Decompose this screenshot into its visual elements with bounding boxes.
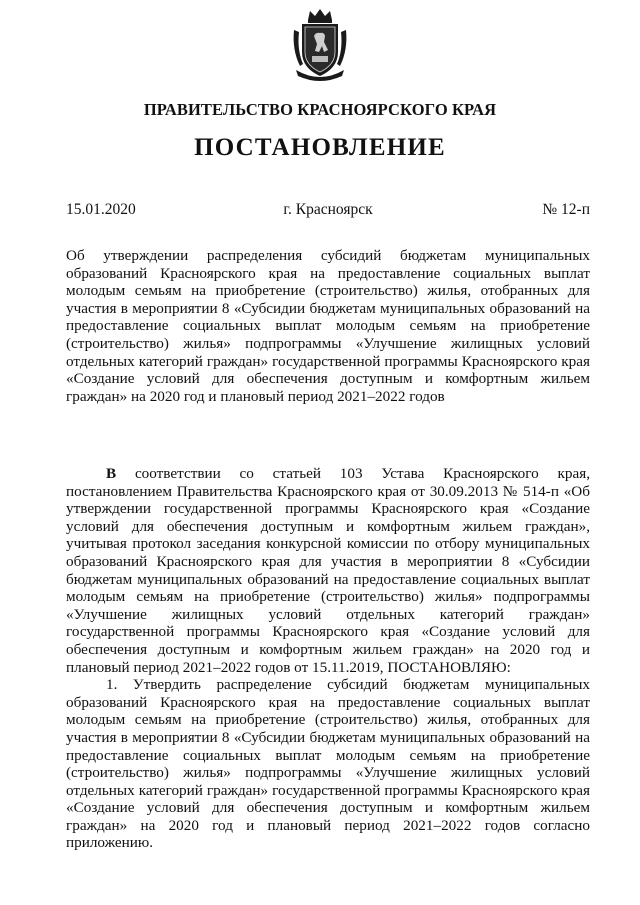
document-date: 15.01.2020 (66, 201, 136, 218)
document-meta (66, 201, 590, 221)
preamble-lead: В (106, 465, 117, 482)
document-number: № 12-п (542, 201, 590, 218)
document-city: г. Красноярск (283, 201, 373, 218)
organization-heading: ПРАВИТЕЛЬСТВО КРАСНОЯРСКОГО КРАЯ (143, 100, 497, 119)
item-1-paragraph: 1. Утвердить распределение субсидий бюджетам муниципальных образований Красноярского края на предоставление социальных выплат молодым семьям на приобретение (строительство) жилья, отобранных для участия в мероприятии 8 «Субсидии бюджетам муниципальных образований на предоставление социальных выплат молодым семьям на приобретение (строительство) жилья» подпрограммы «Улучшение жилищных условий отдельных категорий граждан» государственной программы Красноярского края «Создание условий для обеспечения доступным и комфортным жильем граждан» на 2020 год и плановый период 2021–2022 годов согласно приложению. (66, 676, 590, 852)
preamble-text: соответствии со статьей 103 Устава Красноярского края, постановлением Правительства Красноярского края от 30.09.2013 № 514-п «Об утверждении государственной программы Красноярского края «Создание условий для обеспечения доступным и комфортным жильем граждан», учитывая протокол заседания конкурсной комиссии по отбору муниципальных образований Красноярского края для участия в мероприятии 8 «Субсидии бюджетам муниципальных образований на предоставление социальных выплат молодым семьям на приобретение (строительство) жилья» подпрограммы «Улучшение жилищных условий отдельных категорий граждан» государственной программы Красноярского края «Создание условий для обеспечения доступным и комфортным жильем граждан» на 2020 год и плановый период 2021–2022 годов от 15.11.2019, ПОСТАНОВЛЯЮ: (66, 465, 590, 676)
document-body (66, 465, 590, 852)
document-type-heading: ПОСТАНОВЛЕНИЕ (194, 134, 446, 161)
preamble-paragraph (66, 465, 590, 676)
coat-of-arms-icon (290, 6, 350, 82)
document-title: Об утверждении распределения субсидий бюджетам муниципальных образований Красноярского края на предоставление социальных выплат молодым семьям на приобретение (строительство) жилья, отобранных для участия в мероприятии 8 «Субсидии бюджетам муниципальных образований на предоставление социальных выплат молодым семьям на приобретение (строительство) жилья» подпрограммы «Улучшение жилищных условий отдельных категорий граждан» государственной программы Красноярского края «Создание условий для обеспечения доступным и комфортным жильем граждан» на 2020 год и плановый период 2021–2022 годов (66, 247, 590, 405)
